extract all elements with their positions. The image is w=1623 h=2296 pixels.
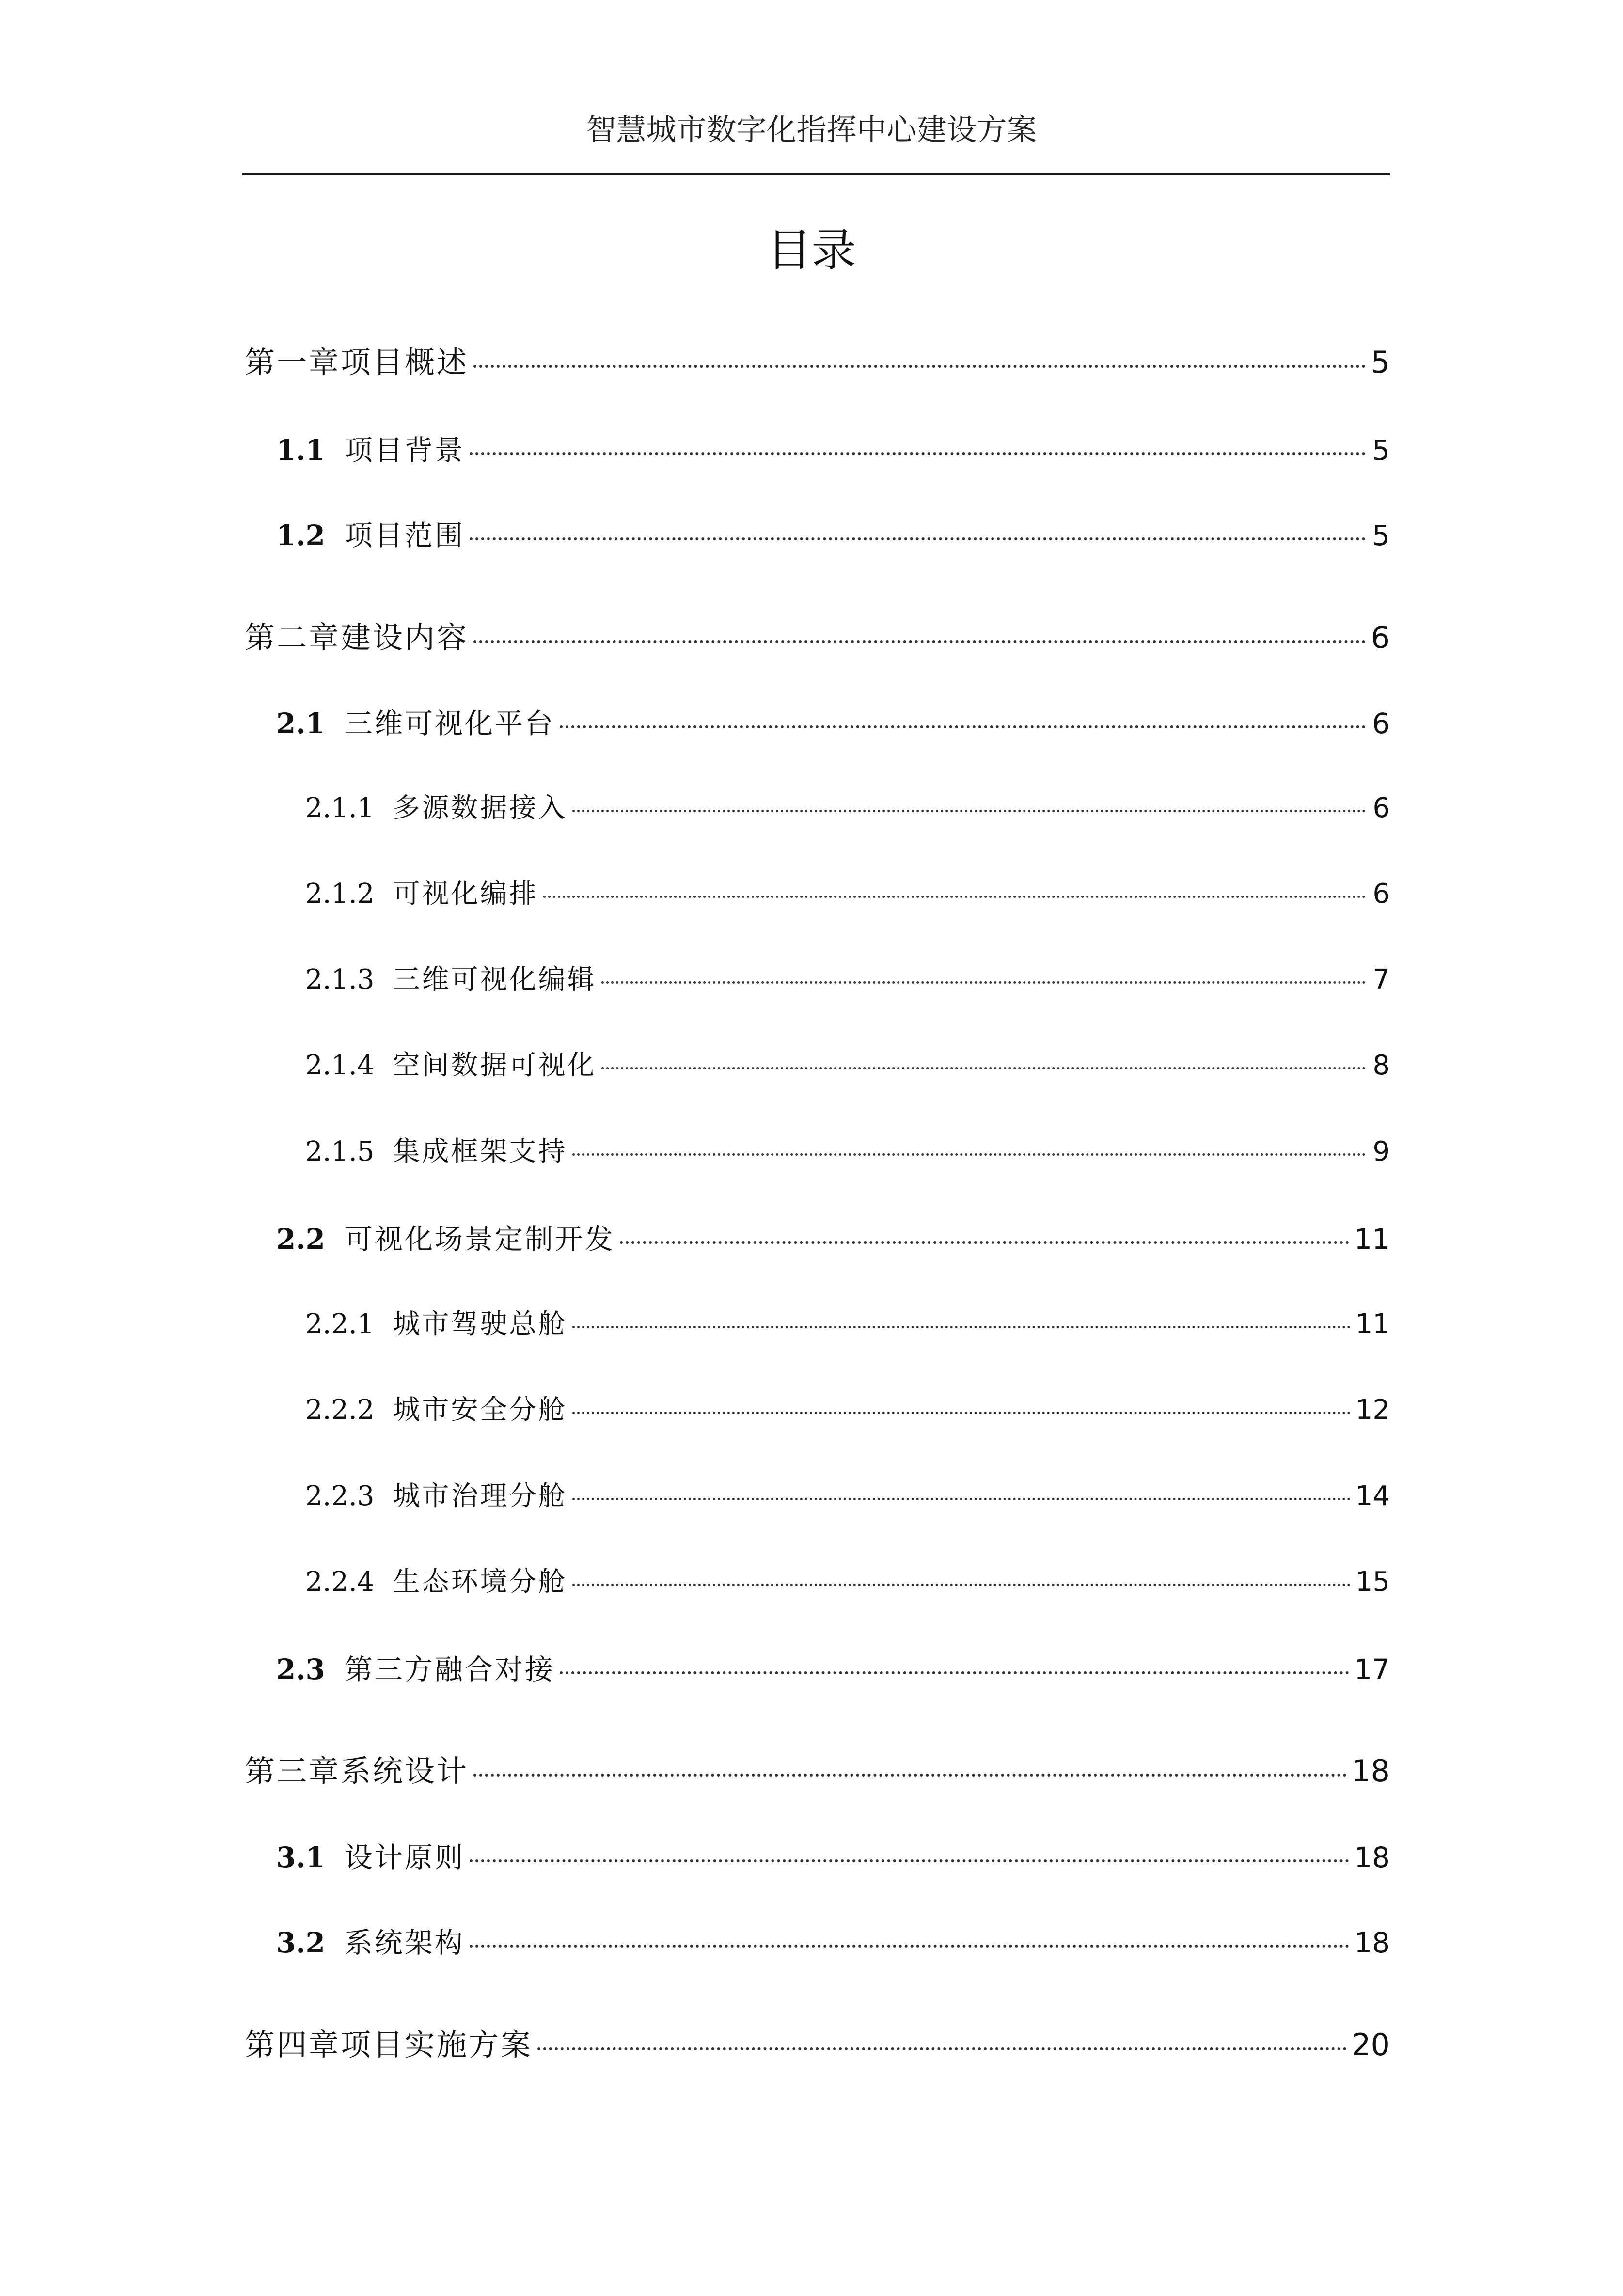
toc-leader-dots: [470, 452, 1366, 455]
toc-section-number: 2.1.3: [305, 964, 375, 995]
toc-entry-label: 设计原则: [344, 1841, 465, 1874]
toc-section-number: 2.2.3: [305, 1480, 375, 1512]
toc-entry-2-1-1[interactable]: [305, 786, 1390, 824]
toc-entry-chapter-4[interactable]: [245, 2021, 1390, 2061]
toc-entry-label: 三维可视化编辑: [393, 964, 597, 995]
toc-leader-dots: [560, 725, 1366, 728]
toc-entry-2-2-2[interactable]: [305, 1388, 1390, 1426]
toc-entry-label: 生态环境分舱: [393, 1566, 567, 1598]
toc-entry-1-2[interactable]: [276, 513, 1390, 551]
toc-leader-dots: [470, 537, 1366, 540]
toc-section-number: 2.1.2: [305, 878, 375, 910]
toc-section-number: 2.2.1: [305, 1308, 375, 1340]
toc-page-number: 11: [1355, 1308, 1390, 1340]
toc-entry-label: 多源数据接入: [393, 792, 567, 824]
toc-page-number: 18: [1352, 1753, 1390, 1789]
toc-page-number: 18: [1354, 1841, 1390, 1874]
toc-entry-label: 第四章项目实施方案: [245, 2027, 533, 2062]
toc-section-number: 2.1.5: [305, 1136, 375, 1167]
toc-entry-2-2-4[interactable]: [305, 1560, 1390, 1598]
toc-section-number: 2.1.4: [305, 1050, 375, 1081]
toc-leader-dots: [572, 1326, 1351, 1328]
toc-section-number: 2.2: [276, 1223, 325, 1256]
toc-page-number: 5: [1372, 519, 1390, 552]
toc-entry-2-2-1[interactable]: [305, 1303, 1390, 1340]
toc-entry-chapter-1[interactable]: [245, 338, 1390, 379]
toc-section-number: 1.2: [276, 519, 325, 552]
toc-leader-dots: [572, 1584, 1351, 1586]
toc-page-number: 9: [1372, 1136, 1390, 1167]
toc-section-number: 2.2.2: [305, 1394, 375, 1426]
toc-leader-dots: [601, 981, 1366, 984]
toc-page-number: 6: [1372, 707, 1390, 740]
toc-section-number: 2.1.1: [305, 792, 375, 824]
toc-leader-dots: [601, 1067, 1366, 1069]
toc-title: 目录: [767, 224, 856, 276]
toc-entry-label: 城市安全分舱: [393, 1394, 567, 1426]
toc-leader-dots: [473, 640, 1366, 643]
toc-entry-label: 城市治理分舱: [393, 1480, 567, 1512]
toc-entry-label: 可视化场景定制开发: [344, 1223, 615, 1256]
toc-leader-dots: [473, 1774, 1347, 1777]
toc-leader-dots: [572, 810, 1366, 812]
toc-page-number: 18: [1354, 1926, 1390, 1959]
toc-page-number: 5: [1371, 345, 1390, 380]
toc-page-number: 17: [1354, 1653, 1390, 1686]
toc-entry-2-2[interactable]: [276, 1216, 1390, 1255]
toc-entry-2-2-3[interactable]: [305, 1475, 1390, 1512]
page-header-title: 智慧城市数字化指挥中心建设方案: [586, 112, 1037, 147]
toc-leader-dots: [543, 896, 1366, 898]
toc-entry-label: 第一章项目概述: [245, 345, 469, 380]
toc-entry-label: 项目范围: [344, 519, 465, 552]
toc-leader-dots: [620, 1241, 1349, 1244]
toc-entry-2-1[interactable]: [276, 701, 1390, 739]
toc-page-number: 6: [1372, 878, 1390, 910]
toc-leader-dots: [470, 1945, 1349, 1948]
toc-page-number: 6: [1372, 792, 1390, 824]
toc-entry-label: 可视化编排: [393, 878, 538, 910]
toc-entry-1-1[interactable]: [276, 427, 1390, 466]
toc-entry-label: 项目背景: [344, 434, 465, 467]
toc-page-number: 11: [1354, 1223, 1390, 1256]
toc-entry-label: 空间数据可视化: [393, 1050, 597, 1081]
toc-page-number: 14: [1355, 1480, 1390, 1512]
toc-entry-3-1[interactable]: [276, 1835, 1390, 1873]
toc-section-number: 2.2.4: [305, 1566, 375, 1598]
toc-entry-chapter-3[interactable]: [245, 1747, 1390, 1788]
toc-leader-dots: [572, 1498, 1351, 1500]
toc-page-number: 12: [1355, 1394, 1390, 1426]
toc-entry-label: 第三方融合对接: [344, 1653, 555, 1686]
toc-page-number: 8: [1372, 1050, 1390, 1081]
toc-entry-label: 第三章系统设计: [245, 1753, 469, 1789]
toc-entry-2-1-3[interactable]: [305, 958, 1390, 996]
toc-section-number: 3.2: [276, 1926, 325, 1959]
toc-entry-2-1-4[interactable]: [305, 1044, 1390, 1082]
toc-section-number: 2.1: [276, 707, 325, 740]
toc-section-number: 1.1: [276, 434, 325, 467]
toc-page-number: 5: [1372, 434, 1390, 467]
toc-entry-label: 城市驾驶总舱: [393, 1308, 567, 1340]
toc-page-number: 20: [1352, 2027, 1390, 2062]
toc-leader-dots: [572, 1153, 1366, 1156]
toc-entry-label: 集成框架支持: [393, 1136, 567, 1167]
toc-page-number: 15: [1355, 1566, 1390, 1598]
toc-leader-dots: [560, 1671, 1349, 1674]
toc-section-number: 3.1: [276, 1841, 325, 1874]
toc-page-number: 7: [1372, 964, 1390, 995]
toc-section-number: 2.3: [276, 1653, 325, 1686]
toc-entry-2-1-5[interactable]: [305, 1130, 1390, 1168]
toc-page-number: 6: [1371, 620, 1390, 655]
toc-leader-dots: [537, 2047, 1347, 2050]
toc-entry-label: 三维可视化平台: [344, 707, 555, 740]
header-divider: [242, 173, 1390, 175]
toc-leader-dots: [470, 1859, 1349, 1862]
toc-entry-chapter-2[interactable]: [245, 613, 1390, 654]
toc-entry-2-3[interactable]: [276, 1647, 1390, 1685]
toc-entry-3-2[interactable]: [276, 1920, 1390, 1959]
toc-entry-label: 第二章建设内容: [245, 620, 469, 655]
toc-entry-2-1-2[interactable]: [305, 872, 1390, 910]
toc-entry-label: 系统架构: [344, 1926, 465, 1959]
toc-leader-dots: [473, 365, 1366, 368]
toc-leader-dots: [572, 1412, 1351, 1414]
